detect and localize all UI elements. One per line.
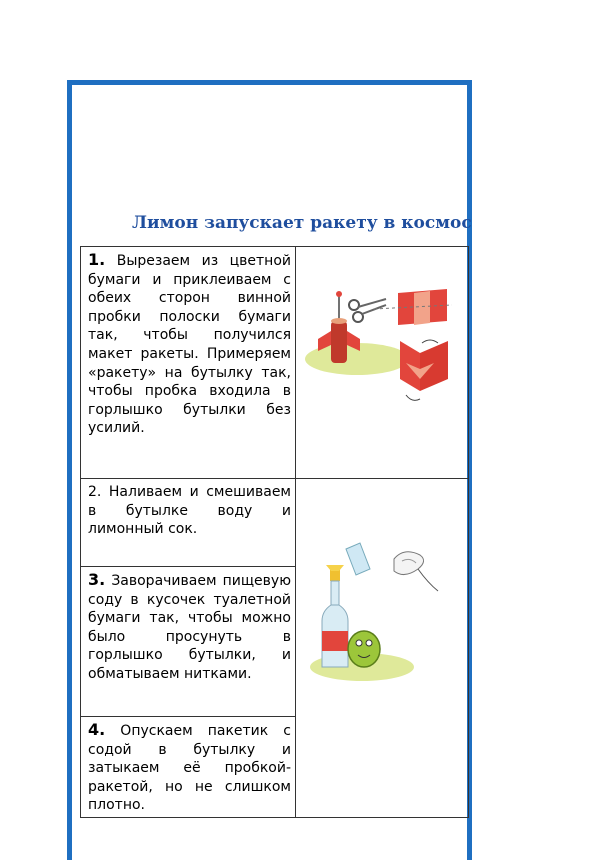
step-number: 4. <box>88 720 106 739</box>
step-2 <box>81 479 295 541</box>
step-text: Вырезаем из цветной бумаги и приклеиваем с обеих сторон винной пробки полоски бумаги так, чтобы получился макет ракеты. Примеряем «ракету» на бутылку так, чтобы пробка входила в горлышко бутылки без усилий. <box>88 253 292 437</box>
step-number: 3. <box>88 570 106 589</box>
bottle-lemon-soda-illustration <box>302 539 462 689</box>
step-cell <box>81 479 296 567</box>
table-row <box>81 247 469 479</box>
steps-table <box>80 246 469 818</box>
step-4 <box>81 717 295 817</box>
step-1 <box>81 247 295 440</box>
step-3 <box>81 567 295 686</box>
step-text: Наливаем и смешиваем в бутылке воду и лимонный сок. <box>88 484 291 538</box>
page-title: Лимон запускает ракету в космос <box>132 213 472 233</box>
rocket-cork-scissors-illustration <box>302 283 462 413</box>
illustration-cell <box>296 247 469 479</box>
step-cell <box>81 567 296 717</box>
step-number: 1. <box>88 250 106 269</box>
step-number: 2. <box>88 484 102 500</box>
step-cell <box>81 247 296 479</box>
step-text: Опускаем пакетик с содой в бутылку и затыкаем её пробкой-ракетой, но не слишком плотно. <box>88 723 292 814</box>
illustration-cell <box>296 479 469 818</box>
step-cell <box>81 717 296 818</box>
step-text: Заворачиваем пищевую соду в кусочек туалетной бумаги так, чтобы можно было просунуть в горлышко бутылки, и обматываем нитками. <box>88 573 291 682</box>
table-row <box>81 479 469 567</box>
